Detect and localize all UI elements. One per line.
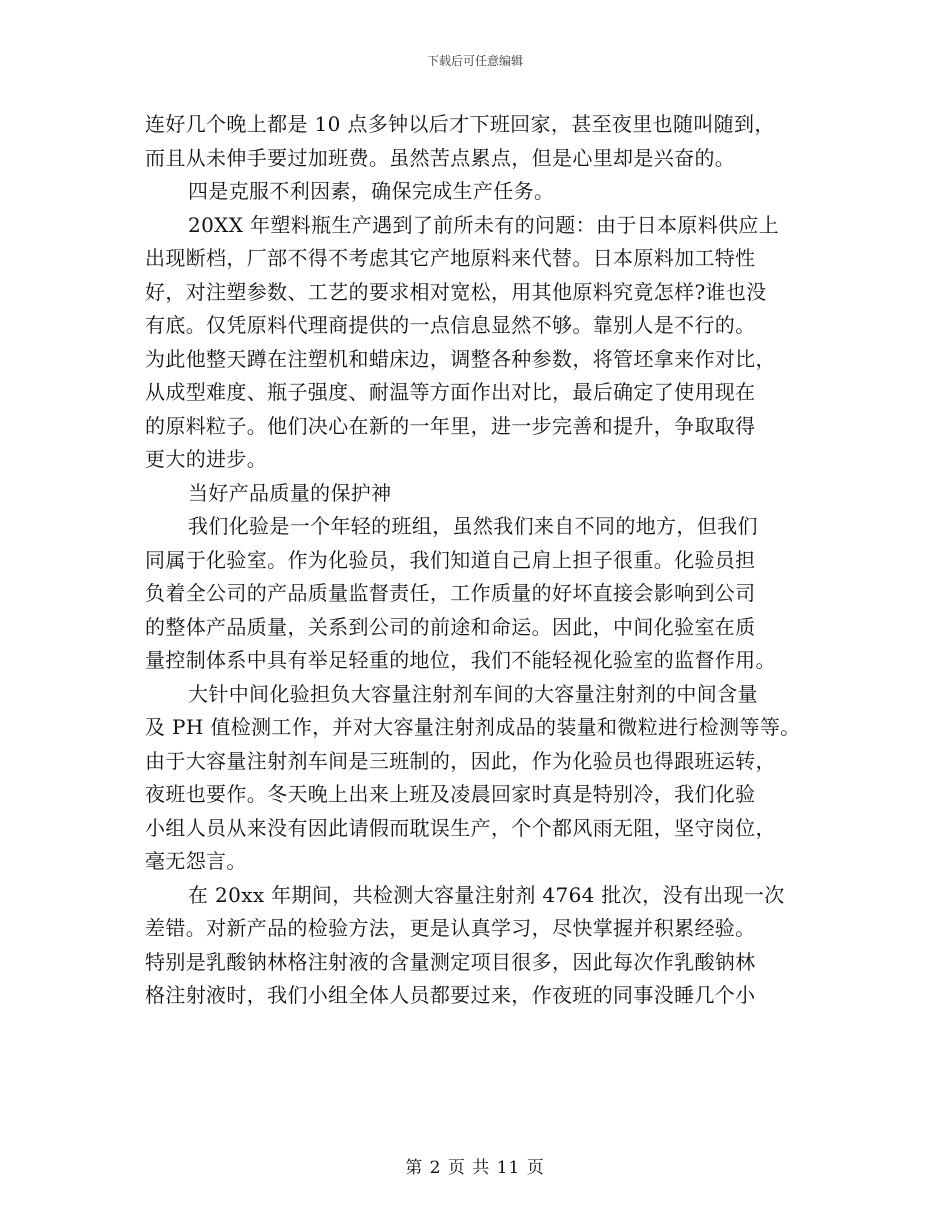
text-line: 而且从未伸手要过加班费。虽然苦点累点，但是心里却是兴奋的。 [145,145,736,170]
text-line: 负着全公司的产品质量监督责任，工作质量的好坏直接会影响到公司 [145,581,756,605]
text-line: 差错。对新产品的检验方法，更是认真学习，尽快掌握并积累经验。 [145,916,756,940]
text-line: 的整体产品质量，关系到公司的前途和命运。因此，中间化验室在质 [145,614,756,639]
paragraph-start: 20XX 年塑料瓶生产遇到了前所未有的问题：由于日本原料供应上 [188,212,780,237]
paragraph-start: 大针中间化验担负大容量注射剂车间的大容量注射剂的中间含量 [188,681,758,706]
page-header: 下载后可任意编辑 [426,54,523,68]
text-line: 量控制体系中具有举足轻重的地位，我们不能轻视化验室的监督作用。 [145,648,776,672]
paragraph-start: 我们化验是一个年轻的班组，虽然我们来自不同的地方，但我们 [188,514,758,538]
text-line: 及 PH 值检测工作，并对大容量注射剂成品的装量和微粒进行检测等等。 [145,715,801,739]
text-line: 更大的进步。 [145,447,268,471]
paragraph-start: 在 20xx 年期间，共检测大容量注射剂 4764 批次，没有出现一次 [188,882,785,907]
page-number-footer: 第 2 页 共 11 页 [405,1158,545,1178]
text-line: 从成型难度、瓶子强度、耐温等方面作出对比，最后确定了使用现在 [145,380,756,404]
text-line: 连好几个晚上都是 10 点多钟以后才下班回家，甚至夜里也随叫随到， [145,112,775,136]
text-line: 的原料粒子。他们决心在新的一年里，进一步完善和提升，争取取得 [145,413,756,438]
text-line: 毫无怨言。 [145,849,247,873]
text-line: 同属于化验室。作为化验员，我们知道自己肩上担子很重。化验员担 [145,547,756,572]
text-line: 夜班也要作。冬天晚上出来上班及凌晨回家时真是特别冷，我们化验 [145,782,756,806]
text-line: 小组人员从来没有因此请假而耽误生产，个个都风雨无阻，坚守岗位， [145,815,776,840]
paragraph-start: 四是克服不利因素，确保完成生产任务。 [188,179,555,203]
text-line: 格注射液时，我们小组全体人员都要过来，作夜班的同事没睡几个小 [145,983,756,1007]
text-line: 特别是乳酸钠林格注射液的含量测定项目很多，因此每次作乳酸钠林 [145,949,756,974]
text-line: 有底。仅凭原料代理商提供的一点信息显然不够。靠别人是不行的。 [145,313,756,337]
document-body [145,108,825,1013]
text-line: 由于大容量注射剂车间是三班制的，因此，作为化验员也得跟班运转， [145,748,776,773]
section-heading: 当好产品质量的保护神 [188,480,392,505]
text-line: 为此他整天蹲在注塑机和蜡床边，调整各种参数，将管坯拿来作对比， [145,346,776,371]
text-line: 好，对注塑参数、工艺的要求相对宽松，用其他原料究竟怎样?谁也没 [145,279,767,304]
text-line: 出现断档，厂部不得不考虑其它产地原料来代替。日本原料加工特性 [145,246,756,270]
